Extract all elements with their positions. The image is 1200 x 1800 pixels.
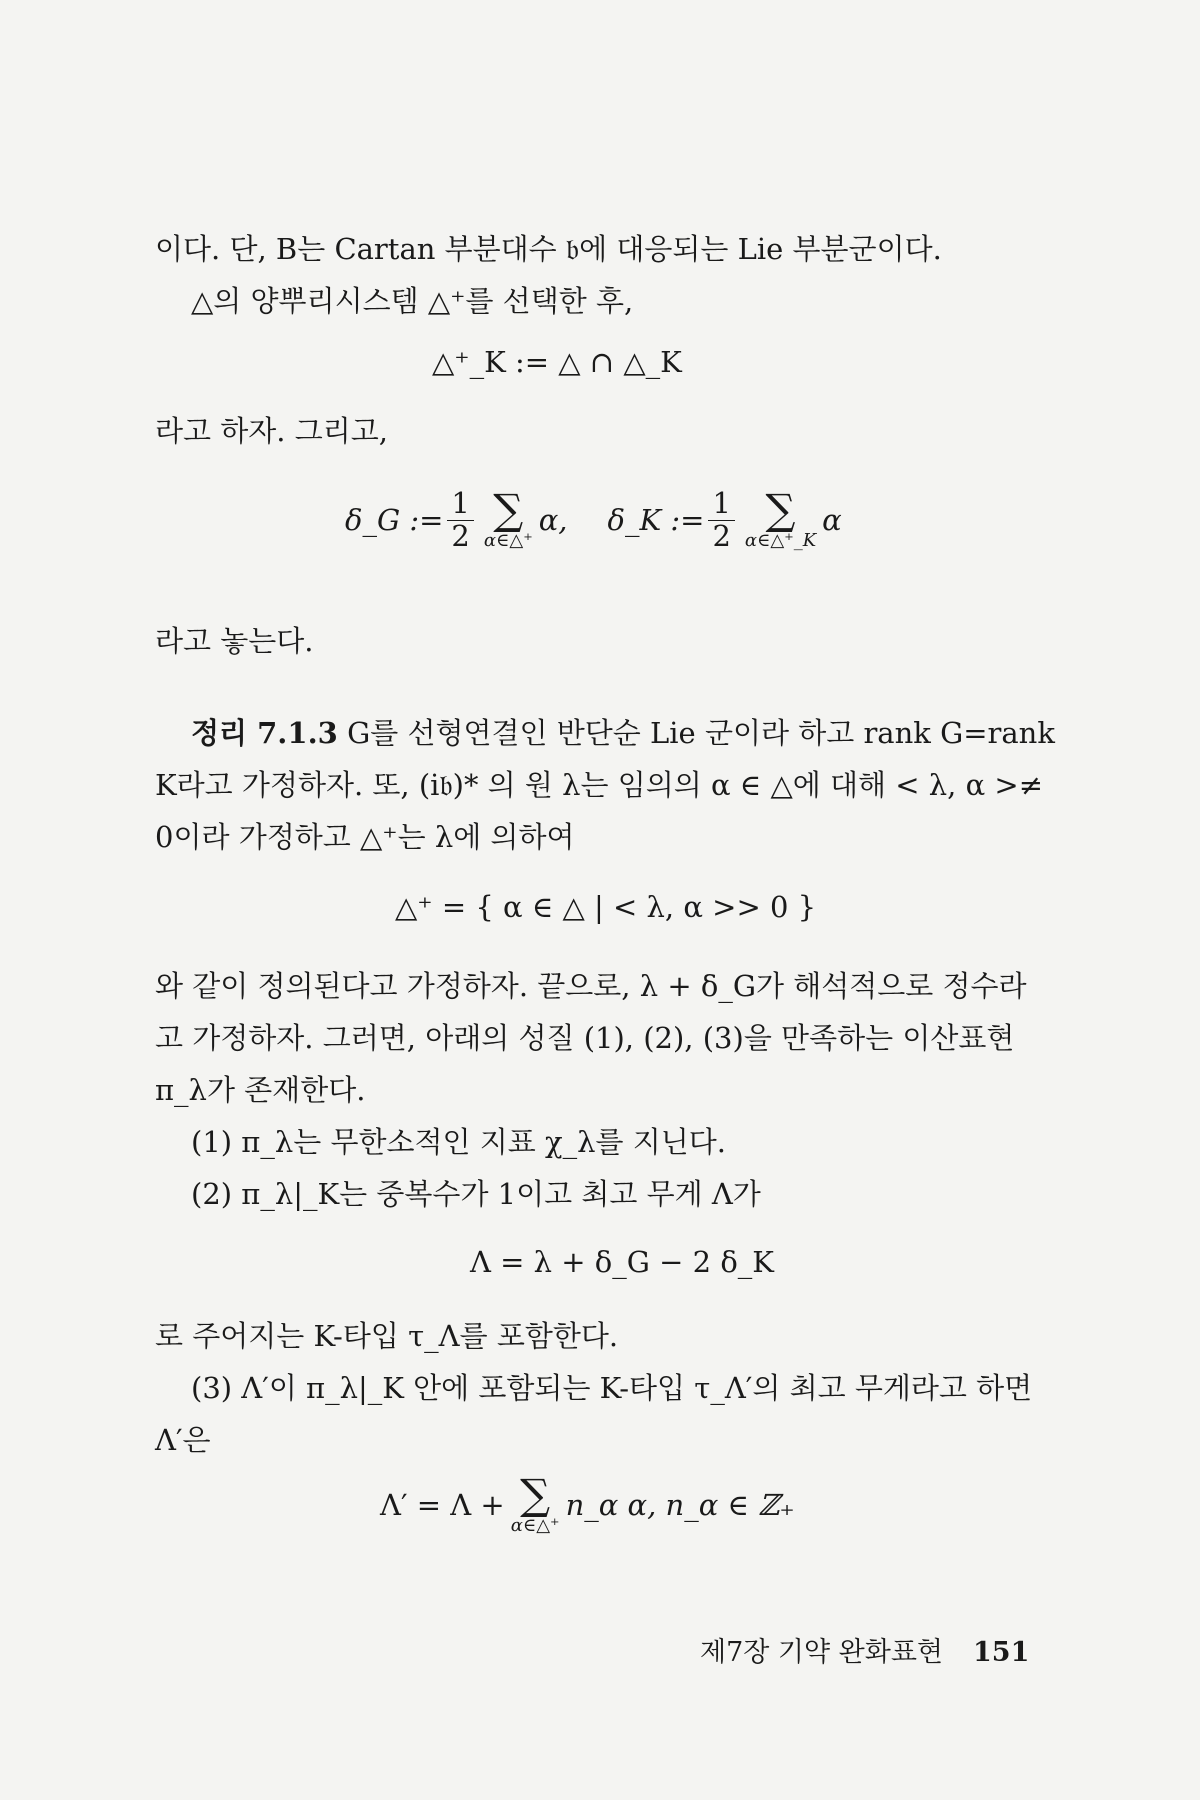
delta-g-lhs: δ_G := xyxy=(345,503,444,537)
theorem-line-1 xyxy=(155,712,1055,756)
sigma-symbol: ∑ xyxy=(493,485,524,535)
line-let: 라고 하자. 그리고, xyxy=(155,414,388,448)
theorem-line-3: 0이라 가정하고 △⁺는 λ에 의하여 xyxy=(155,820,575,854)
property-2: (2) π_λ|_K는 중복수가 1이고 최고 무게 Λ가 xyxy=(191,1177,761,1211)
theorem-text: G를 선형연결인 반단순 Lie 군이라 하고 rank G=rank xyxy=(337,716,1055,750)
line-cartan: 이다. 단, B는 Cartan 부분대수 𝔟에 대응되는 Lie 부분군이다. xyxy=(155,232,942,266)
equation-positive-system: △⁺ = { α ∈ △ | < λ, α >> 0 } xyxy=(395,890,817,924)
line-exists: π_λ가 존재한다. xyxy=(155,1073,366,1107)
delta-k-lhs: δ_K := xyxy=(607,503,705,537)
sum-index: α∈△⁺ xyxy=(510,1515,560,1537)
sigma-symbol: ∑ xyxy=(520,1470,551,1520)
fraction-denominator: 2 xyxy=(712,518,731,553)
sum-over-positive-roots xyxy=(510,1470,560,1537)
fraction-numerator: 1 xyxy=(447,488,473,521)
property-1: (1) π_λ는 무한소적인 지표 χ_λ를 지닌다. xyxy=(191,1125,726,1159)
line-properties: 고 가정하자. 그러면, 아래의 성질 (1), (2), (3)을 만족하는 이산표현 xyxy=(155,1021,1015,1055)
sigma-symbol: ∑ xyxy=(765,485,796,535)
equation-lambda-prime xyxy=(380,1455,795,1555)
page-number: 151 xyxy=(973,1637,1030,1668)
line-lambda-prime: Λ′은 xyxy=(155,1423,211,1457)
sum-index: α∈△⁺ xyxy=(483,530,533,552)
fraction-numerator: 1 xyxy=(708,488,734,521)
property-3: (3) Λ′이 π_λ|_K 안에 포함되는 K-타입 τ_Λ′의 최고 무게라고 하면 xyxy=(191,1371,1033,1405)
sum-over-positive-roots xyxy=(483,485,533,552)
line-assume-integral: 와 같이 정의된다고 가정하자. 끝으로, λ + δ_G가 해석적으로 정수라 xyxy=(155,969,1027,1003)
half-fraction-k xyxy=(708,485,734,553)
equation-delta-definitions xyxy=(345,470,842,570)
theorem-label: 정리 7.1.3 xyxy=(191,716,338,750)
page-footer xyxy=(700,1630,1029,1669)
equation-lambda: Λ = λ + δ_G − 2 δ_K xyxy=(470,1245,774,1279)
summand-alpha: α xyxy=(822,503,842,537)
theorem-line-2: K라고 가정하자. 또, (i𝔟)* 의 원 λ는 임의의 α ∈ △에 대해 < λ, α >≠ xyxy=(155,768,1044,802)
sum-index: α∈△⁺_K xyxy=(744,530,817,552)
equation-delta-k-plus: △⁺_K := △ ∩ △_K xyxy=(432,345,682,379)
line-put: 라고 놓는다. xyxy=(155,624,314,658)
chapter-title: 제7장 기약 완화표현 xyxy=(700,1637,943,1668)
fraction-denominator: 2 xyxy=(451,518,470,553)
half-fraction-g xyxy=(447,485,473,553)
line-positive-root: △의 양뿌리시스템 △⁺를 선택한 후, xyxy=(191,284,634,318)
line-k-type: 로 주어지는 K-타입 τ_Λ를 포함한다. xyxy=(155,1319,619,1353)
eq5-left: Λ′ = Λ + xyxy=(380,1488,505,1522)
sum-over-compact-roots xyxy=(744,485,817,552)
summand-alpha: α, xyxy=(538,503,568,537)
eq5-right: n_α α, n_α ∈ ℤ₊ xyxy=(565,1488,795,1522)
